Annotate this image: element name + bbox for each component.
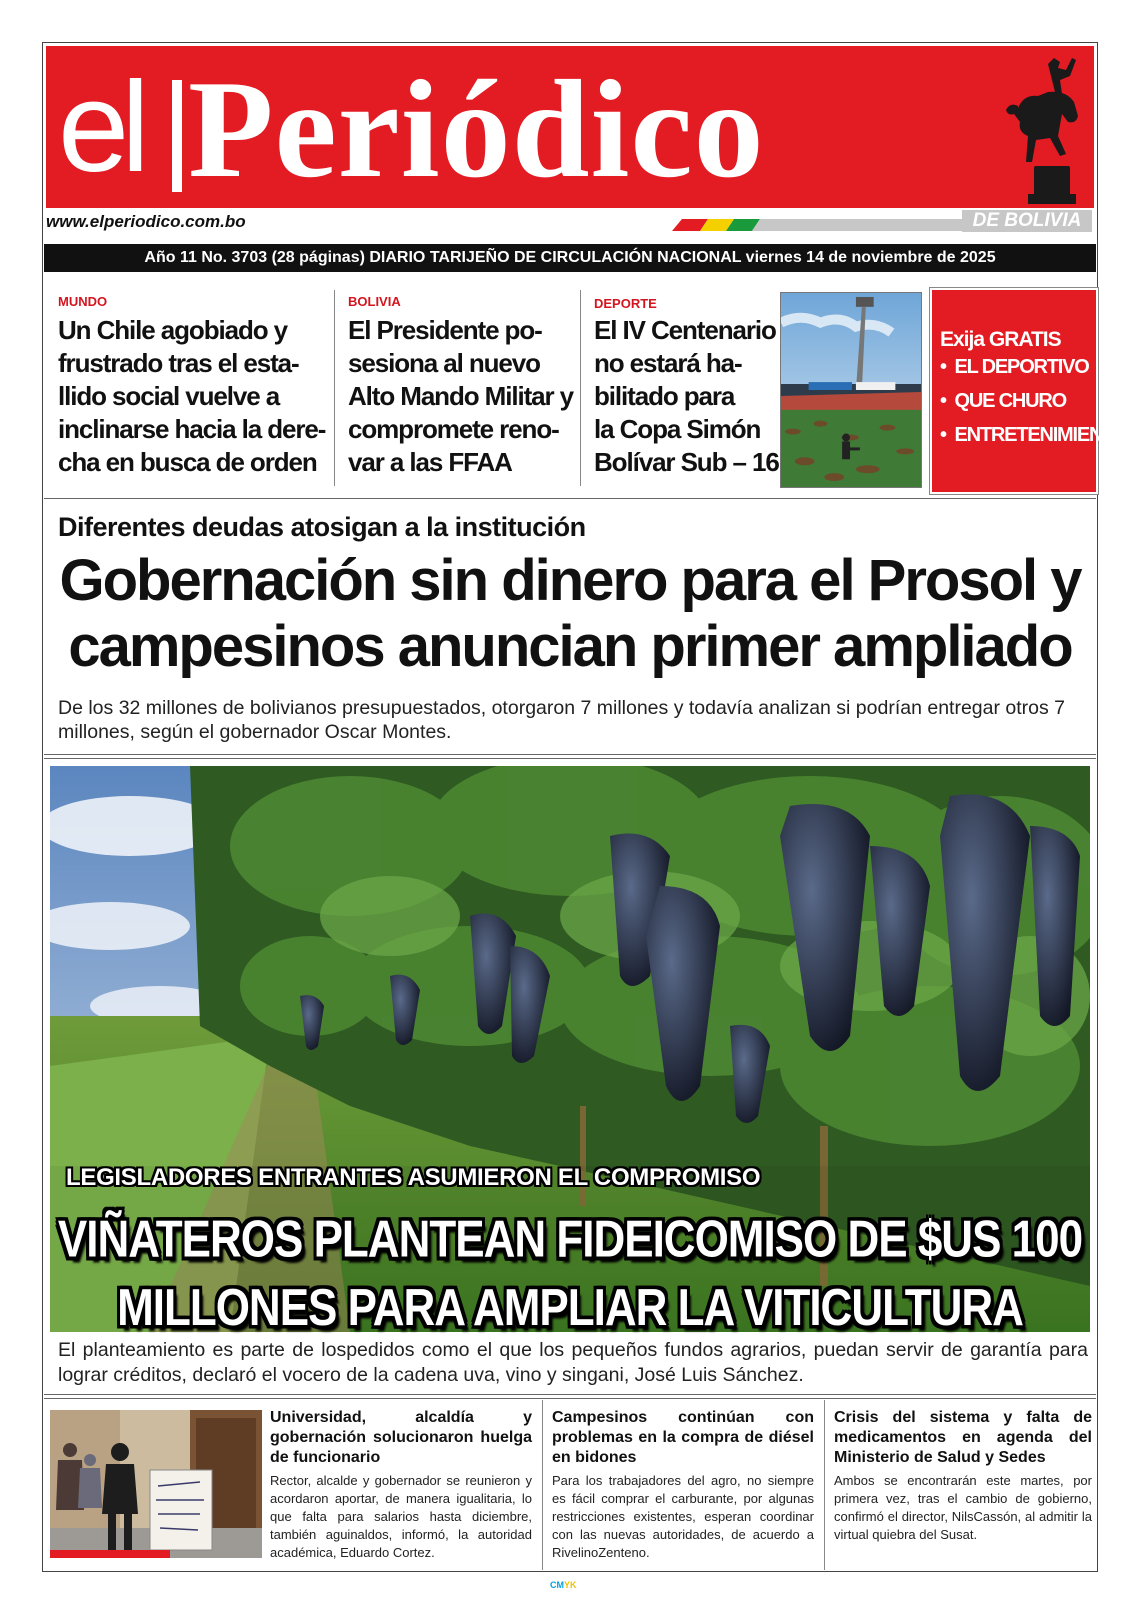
- promo-item-label: EL DEPORTIVO: [954, 356, 1089, 378]
- logo-title: Periódico: [188, 52, 765, 207]
- column-divider: [334, 290, 335, 486]
- headline-line: cha en busca de orden: [58, 447, 317, 477]
- section-divider: [44, 1394, 1096, 1395]
- section-tag-mundo[interactable]: MUNDO: [58, 294, 108, 309]
- headline-line: sesiona al nuevo: [348, 348, 540, 378]
- bottom-story-body: Ambos se encontrarán este martes, por primera vez, tras el cambio de gobierno, confirmó el director, NilsCassón, al admitir la virtual quiebra del Susat.: [834, 1473, 1092, 1542]
- cmyk-yk: YK: [564, 1580, 577, 1590]
- headline-line: llido social vuelve a: [58, 381, 280, 411]
- equestrian-statue-icon: [1004, 54, 1094, 204]
- headline-line: Gobernación sin dinero para el Prosol y: [59, 548, 1081, 613]
- promo-item-deportivo[interactable]: • EL DEPORTIVO: [940, 356, 1089, 378]
- headline-line: campesinos anuncian primer ampliado: [68, 614, 1072, 679]
- section-tag-deporte[interactable]: DEPORTE: [594, 296, 657, 311]
- bottom-story-campesinos[interactable]: [552, 1408, 814, 1562]
- cmyk-registration-marks: [550, 1580, 577, 1590]
- headline-line: El Presidente po-: [348, 315, 542, 345]
- street-protest-photo[interactable]: [50, 1410, 262, 1558]
- section-divider: [44, 758, 1096, 759]
- main-story-headline[interactable]: [44, 548, 1096, 680]
- promo-item-label: QUE CHURO: [954, 390, 1066, 412]
- issue-info-bar: Año 11 No. 3703 (28 páginas) DIARIO TARIJEÑO DE CIRCULACIÓN NACIONAL viernes 14 de noviembre de 2025: [44, 244, 1096, 272]
- promo-item-label: ENTRETENIMIENTO: [954, 424, 1128, 446]
- headline-line: Un Chile agobiado y: [58, 315, 288, 345]
- logo-prefix: el: [58, 56, 142, 199]
- column-divider: [824, 1400, 825, 1570]
- promo-title: Exija GRATIS: [940, 328, 1061, 351]
- website-url[interactable]: www.elperiodico.com.bo: [46, 212, 246, 231]
- photo-story-deck: El planteamiento es parte de lospedidos como el que los pequeños fundos agrarios, puedan servir de garantía para lograr créditos, declaró el vocero de la cadena uva, vino y singani, José Luis Sánchez.: [58, 1339, 1088, 1386]
- bottom-story-body: Para los trabajadores del agro, no siempre es fácil comprar el carburante, por algunas restricciones existentes, esperan coordinar con las nuevas autoridades, de acuerdo a RivelinoZenteno.: [552, 1473, 814, 1560]
- bottom-story-headline: Universidad, alcaldía y gobernación solucionaron huelga de funcionario: [270, 1409, 532, 1466]
- section-divider: [44, 754, 1096, 755]
- photo-story-headline[interactable]: [50, 1206, 1090, 1343]
- headline-line: no estará ha-: [594, 348, 742, 378]
- main-story-deck: De los 32 millones de bolivianos presupuestados, otorgaron 7 millones y todavía analizan si podrían entregar otros 7 millones, según el gobernador Oscar Montes.: [58, 697, 1066, 743]
- headline-line: bilitado para: [594, 381, 735, 411]
- headline-line: var a las FFAA: [348, 447, 512, 477]
- bottom-story-body: Rector, alcalde y gobernador se reunieron y acordaron aportar, de manera igualitaria, lo que falta para salarios hasta diciembre, también aguinaldos, informó, la autoridad académica, Eduardo Cortez.: [270, 1473, 532, 1560]
- main-story-kicker: Diferentes deudas atosigan a la institución: [58, 512, 586, 542]
- section-divider: [44, 1398, 1096, 1399]
- country-label: DE BOLIVIA: [962, 210, 1092, 232]
- bottom-story-salud[interactable]: [834, 1408, 1092, 1544]
- headline-line: Bolívar Sub – 16: [594, 447, 779, 477]
- top-story-bolivia-headline[interactable]: [348, 314, 584, 479]
- masthead: [46, 46, 1094, 208]
- headline-line: Alto Mando Militar y: [348, 381, 574, 411]
- promo-item-que-churo[interactable]: • QUE CHURO: [940, 390, 1066, 412]
- promo-box[interactable]: [930, 288, 1128, 494]
- photo-story-kicker: LEGISLADORES ENTRANTES ASUMIERON EL COMPROMISO: [66, 1164, 761, 1191]
- flag-stripes: [672, 219, 962, 231]
- promo-item-entretenimiento[interactable]: • ENTRETENIMIENTO: [940, 424, 1128, 446]
- headline-line: frustrado tras el esta-: [58, 348, 299, 378]
- stadium-photo[interactable]: [780, 292, 922, 488]
- cmyk-cm: CM: [550, 1580, 564, 1590]
- column-divider: [542, 1400, 543, 1570]
- bottom-story-headline: Crisis del sistema y falta de medicamentos en agenda del Ministerio de Salud y Sedes: [834, 1409, 1092, 1466]
- headline-line: El IV Centenario: [594, 315, 776, 345]
- top-story-mundo-headline[interactable]: [58, 314, 330, 479]
- headline-line: inclinarse hacia la dere-: [58, 414, 326, 444]
- logo-divider: [172, 80, 182, 192]
- headline-line: VIÑATEROS PLANTEAN FIDEICOMISO DE $US 100: [57, 1210, 1083, 1269]
- section-divider: [44, 498, 1096, 499]
- headline-line: la Copa Simón: [594, 414, 761, 444]
- bottom-story-headline: Campesinos continúan con problemas en la compra de diésel en bidones: [552, 1409, 814, 1466]
- column-divider: [580, 290, 581, 486]
- bottom-story-universidad[interactable]: [270, 1408, 532, 1562]
- headline-line: compromete reno-: [348, 414, 559, 444]
- section-tag-bolivia[interactable]: BOLIVIA: [348, 294, 401, 309]
- headline-line: MILLONES PARA AMPLIAR LA VITICULTURA: [117, 1279, 1023, 1337]
- top-story-deporte-headline[interactable]: [594, 314, 780, 479]
